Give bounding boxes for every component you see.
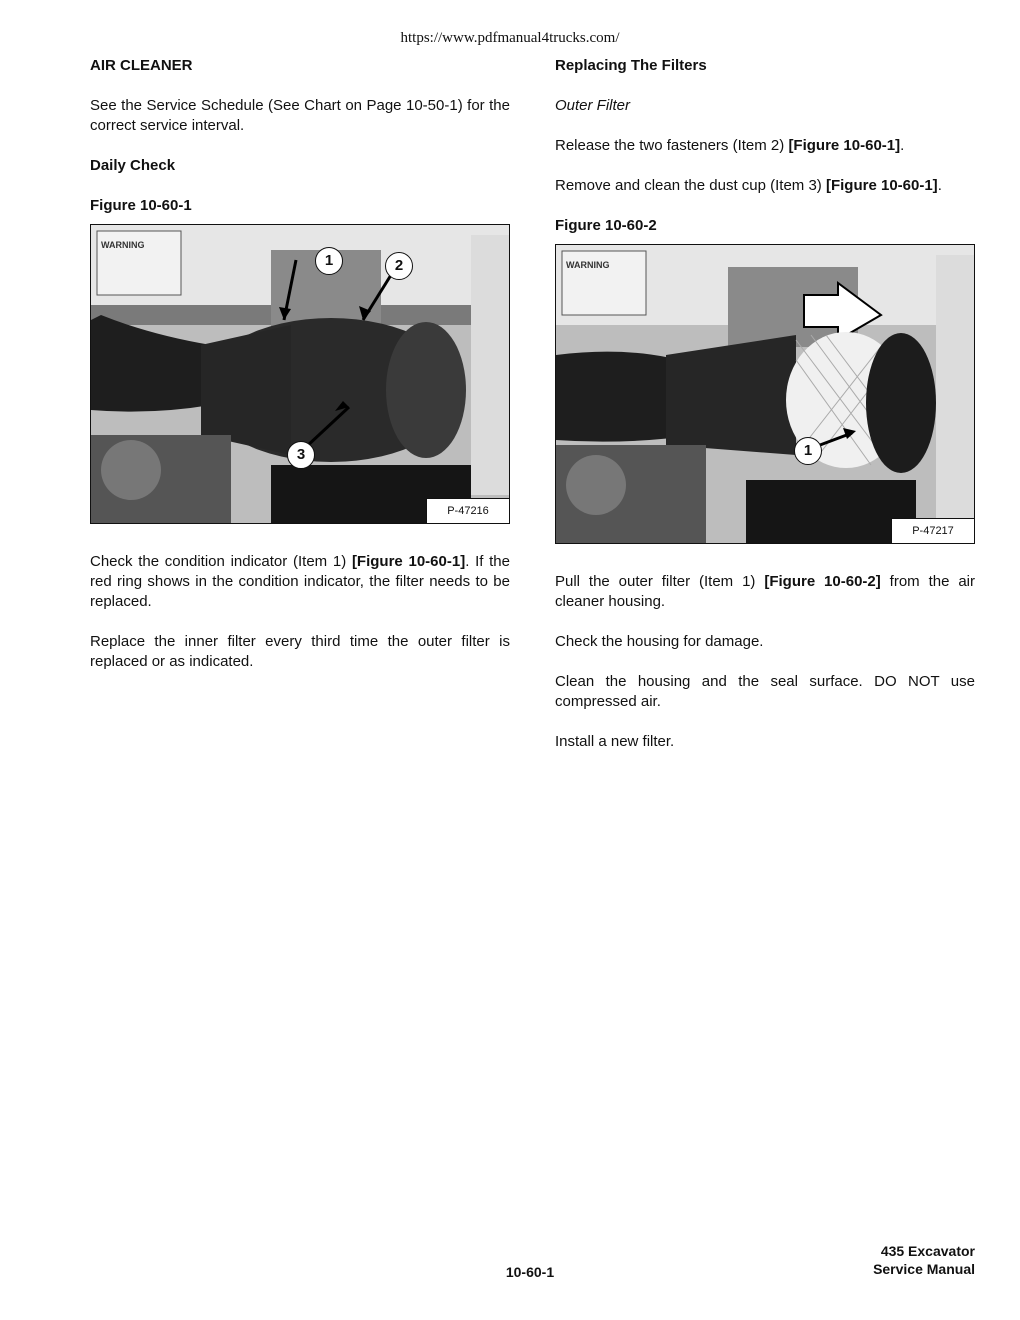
footer-model: 435 Excavator [880,1243,975,1259]
callout-2: 2 [385,252,413,280]
figure-ref: [Figure 10-60-2] [764,573,881,590]
install-filter-paragraph: Install a new filter. [555,733,675,750]
daily-check-heading: Daily Check [90,157,176,174]
outer-filter-subheading: Outer Filter [555,97,631,114]
release-fasteners-paragraph: Release the two fasteners (Item 2) [Figure 10-60-1]. [555,137,905,154]
remove-dust-cup-paragraph: Remove and clean the dust cup (Item 3) [Figure 10-60-1]. [555,177,942,194]
warning-label: WARNING [101,240,145,250]
page-number: 10-60-1 [505,1264,555,1280]
clean-housing-paragraph: Clean the housing and the seal surface. DO NOT use compressed air. [555,673,975,710]
figure-ref: [Figure 10-60-1] [788,137,901,154]
intro-paragraph: See the Service Schedule (See Chart on Page 10-50-1) for the correct service interval. [90,97,510,134]
footer-manual-title [873,1242,975,1278]
pull-filter-paragraph: Pull the outer filter (Item 1) [Figure 10-60-2] from the air cleaner housing. [555,573,975,610]
air-cleaner-photo-2 [556,245,974,543]
figure-ref: [Figure 10-60-1] [351,553,466,570]
photo-number: P-47216 [426,498,509,523]
figure-1-title: Figure 10-60-1 [90,197,192,214]
replace-inner-paragraph: Replace the inner filter every third time the outer filter is replaced or as indicated. [90,633,510,670]
right-column [555,56,975,772]
figure-1-photo [90,224,510,524]
air-cleaner-photo-1 [91,225,509,523]
footer-manual: Service Manual [873,1261,975,1277]
source-url: https://www.pdfmanual4trucks.com/ [400,30,620,46]
callout-3: 3 [287,441,315,469]
figure-2-photo [555,244,975,544]
callout-1: 1 [315,247,343,275]
section-title: AIR CLEANER [90,57,193,74]
replacing-filters-heading: Replacing The Filters [555,57,707,74]
figure-ref: [Figure 10-60-1] [825,177,938,194]
left-column [90,56,510,692]
warning-label: WARNING [566,260,610,270]
photo-number: P-47217 [891,518,974,543]
callout-1: 1 [794,437,822,465]
figure-2-title: Figure 10-60-2 [555,217,657,234]
check-indicator-paragraph: Check the condition indicator (Item 1) [Figure 10-60-1]. If the red ring shows in the condition indicator, the filter needs to be replaced. [90,553,510,610]
check-housing-paragraph: Check the housing for damage. [555,633,764,650]
